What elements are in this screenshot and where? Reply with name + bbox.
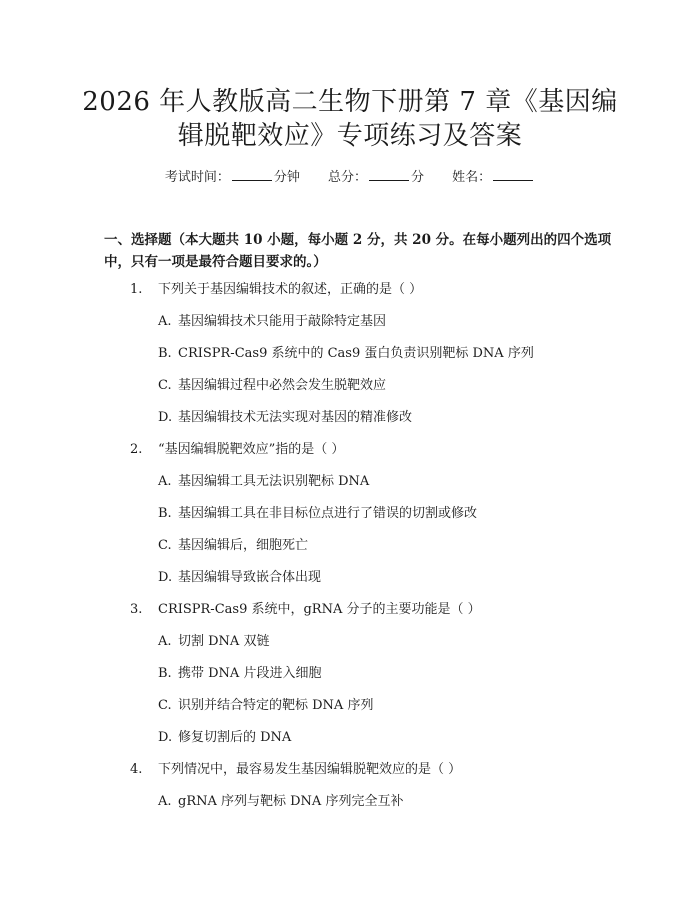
option-text: 基因编辑导致嵌合体出现	[178, 570, 322, 585]
student-name-label: 姓名：	[452, 170, 492, 185]
section-heading-multiple-choice: 一、选择题（本大题共 10 小题，每小题 2 分，共 20 分。在每小题列出的四个选项中，只有一项是最符合题目要求的。）	[104, 232, 612, 270]
question-2-option-c[interactable]	[158, 537, 308, 555]
option-text: 基因编辑工具在非目标位点进行了错误的切割或修改	[178, 506, 478, 521]
document-title-line-1: 2026 年人教版高二生物下册第 7 章《基因编	[82, 87, 618, 117]
option-text: 识别并结合特定的靶标 DNA 序列	[178, 698, 374, 713]
option-letter: D.	[158, 730, 173, 745]
question-3-option-b[interactable]	[158, 665, 321, 683]
question-3-option-d[interactable]	[158, 729, 291, 747]
question-number: 2.	[130, 442, 143, 457]
question-text: 下列关于基因编辑技术的叙述，正确的是（ ）	[158, 282, 423, 297]
question-4	[130, 761, 461, 779]
option-text: 携带 DNA 片段进入细胞	[178, 666, 322, 681]
question-number: 4.	[130, 762, 143, 777]
question-number: 1.	[130, 282, 143, 297]
option-letter: B.	[158, 506, 172, 521]
question-2	[130, 441, 344, 459]
option-letter: A.	[158, 474, 172, 489]
question-2-option-d[interactable]	[158, 569, 321, 587]
option-letter: A.	[158, 794, 172, 809]
option-letter: A.	[158, 634, 172, 649]
question-text: “基因编辑脱靶效应”指的是（ ）	[158, 442, 345, 457]
question-1-option-c[interactable]	[158, 377, 386, 395]
total-score-label: 总分：	[327, 170, 367, 185]
option-letter: C.	[158, 698, 172, 713]
option-letter: B.	[158, 666, 172, 681]
option-letter: D.	[158, 570, 173, 585]
option-text: 基因编辑过程中必然会发生脱靶效应	[178, 378, 387, 393]
exam-time-unit: 分钟	[273, 170, 300, 185]
question-1-option-d[interactable]	[158, 409, 412, 427]
option-text: 修复切割后的 DNA	[178, 730, 292, 745]
question-4-option-a[interactable]	[158, 793, 403, 811]
option-text: CRISPR-Cas9 系统中的 Cas9 蛋白负责识别靶标 DNA 序列	[178, 346, 534, 361]
question-2-option-b[interactable]	[158, 505, 477, 523]
option-text: 基因编辑技术只能用于敲除特定基因	[178, 314, 387, 329]
total-score-field	[328, 168, 424, 188]
question-2-option-a[interactable]	[158, 473, 369, 491]
exam-info-row	[0, 168, 700, 188]
exam-time-label: 考试时间：	[164, 170, 230, 185]
question-3	[130, 601, 481, 619]
question-3-option-c[interactable]	[158, 697, 373, 715]
option-letter: D.	[158, 410, 173, 425]
document-title-line-2: 辑脱靶效应》专项练习及答案	[177, 121, 523, 151]
option-text: 基因编辑技术无法实现对基因的精准修改	[178, 410, 413, 425]
option-text: gRNA 序列与靶标 DNA 序列完全互补	[178, 794, 404, 809]
option-text: 切割 DNA 双链	[178, 634, 270, 649]
option-letter: A.	[158, 314, 172, 329]
total-score-unit: 分	[411, 170, 425, 185]
option-text: 基因编辑工具无法识别靶标 DNA	[178, 474, 370, 489]
student-name-field	[452, 168, 535, 188]
question-text: CRISPR-Cas9 系统中，gRNA 分子的主要功能是（ ）	[158, 602, 481, 617]
question-number: 3.	[130, 602, 143, 617]
exam-time-field	[165, 168, 300, 188]
exam-time-blank[interactable]	[232, 168, 272, 181]
option-text: 基因编辑后，细胞死亡	[178, 538, 309, 553]
total-score-blank[interactable]	[369, 168, 409, 181]
option-letter: B.	[158, 346, 172, 361]
question-3-option-a[interactable]	[158, 633, 269, 651]
question-1-option-a[interactable]	[158, 313, 386, 331]
question-1	[130, 281, 422, 299]
option-letter: C.	[158, 378, 172, 393]
question-1-option-b[interactable]	[158, 345, 534, 363]
student-name-blank[interactable]	[493, 168, 533, 181]
option-letter: C.	[158, 538, 172, 553]
question-text: 下列情况中，最容易发生基因编辑脱靶效应的是（ ）	[158, 762, 462, 777]
